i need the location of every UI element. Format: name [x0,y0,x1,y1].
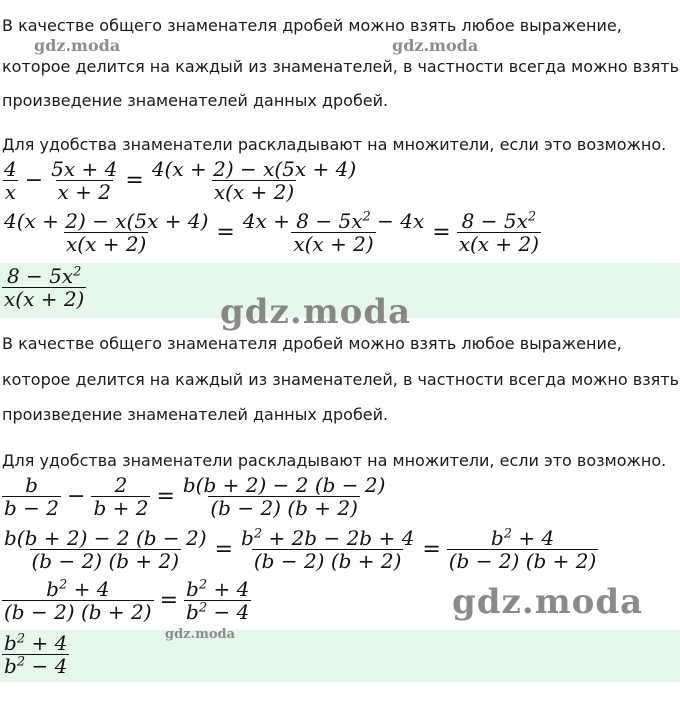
fraction: $\frac{5x + 4}{x + 2}$ [51,157,118,204]
equation: $\frac{4}{x}$ − $\frac{5x + 4}{x + 2}$ = $\frac{4(x + 2) - x(5x + 4)}{x(x + 2)}$ [4,157,357,204]
fraction: $\frac{b}{b - 2}$ [4,473,59,520]
fraction: $\frac{8 - 5x^2}{x(x + 2)}$ [458,209,540,256]
fraction: $\frac{2}{b + 2}$ [93,473,149,520]
text-line: В качестве общего знаменателя дробей можно взять любое выражение, [2,334,622,353]
fraction: $\frac{b^2 + 4}{b^2 - 4}$ [4,631,68,678]
fraction: $\frac{b^2 + 2b - 2b + 4}{(b - 2) (b + 2)}$ [241,526,415,573]
fraction: $\frac{4x + 8 - 5x^2 - 4x}{x(x + 2)}$ [242,209,425,256]
answer [2,265,86,310]
watermark: gdz.moda [165,627,236,642]
equation: $\frac{4(x + 2) - x(5x + 4)}{x(x + 2)}$ = $\frac{4x + 8 - 5x^2 - 4x}{x(x + 2)}$ = $\frac{8 - 5x^2}{x(x + 2)}$ [4,209,540,256]
fraction: $\frac{b(b + 2) - 2 (b - 2)}{(b - 2) (b + 2)}$ [182,473,386,520]
fraction: $\frac{4(x + 2) - x(5x + 4)}{x(x + 2)}$ [4,209,209,256]
text-line: произведение знаменателей данных дробей. [2,91,389,110]
equation: $\frac{b^2 + 4}{(b - 2) (b + 2)}$ = $\frac{b^2 + 4}{b^2 - 4}$ [4,577,250,624]
fraction: $\frac{b^2 + 4}{(b - 2) (b + 2)}$ [448,526,597,573]
fraction: $\frac{8 - 5x^2}{x(x + 2)}$ [4,264,85,311]
fraction: $\frac{4(x + 2) - x(5x + 4)}{x(x + 2)}$ [151,157,357,204]
watermark: gdz.moda [34,36,121,55]
text-line: которое делится на каждый из знаменателей, в частности всегда можно взять [2,370,680,389]
watermark: gdz.moda [392,36,479,55]
fraction: $\frac{b(b + 2) - 2 (b - 2)}{(b - 2) (b + 2)}$ [4,526,207,573]
fraction: $\frac{4}{x}$ [4,157,17,204]
text-line: которое делится на каждый из знаменателей, в частности всегда можно взять [2,57,680,76]
equation: $\frac{b}{b - 2}$ − $\frac{2}{b + 2}$ = $\frac{b(b + 2) - 2 (b - 2)}{(b - 2) (b + 2)}$ [4,473,386,520]
text-line: Для удобства знаменатели раскладывают на множители, если это возможно. [2,135,667,154]
answer-highlight-2 [0,630,680,682]
text-line: Для удобства знаменатели раскладывают на множители, если это возможно. [2,451,667,470]
text-line: произведение знаменателей данных дробей. [2,405,389,424]
equation: $\frac{b(b + 2) - 2 (b - 2)}{(b - 2) (b + 2)}$ = $\frac{b^2 + 2b - 2b + 4}{(b - 2) (b + 2)}$ = $\frac{b^2 + 4}{(b - 2) (b + 2)}$ [4,526,597,573]
watermark: gdz.moda [220,292,412,332]
answer [2,632,69,677]
watermark: gdz.moda [452,582,644,622]
fraction: $\frac{b^2 + 4}{b^2 - 4}$ [186,577,250,624]
fraction: $\frac{b^2 + 4}{(b - 2) (b + 2)}$ [4,577,152,624]
text-line: В качестве общего знаменателя дробей можно взять любое выражение, [2,16,622,35]
